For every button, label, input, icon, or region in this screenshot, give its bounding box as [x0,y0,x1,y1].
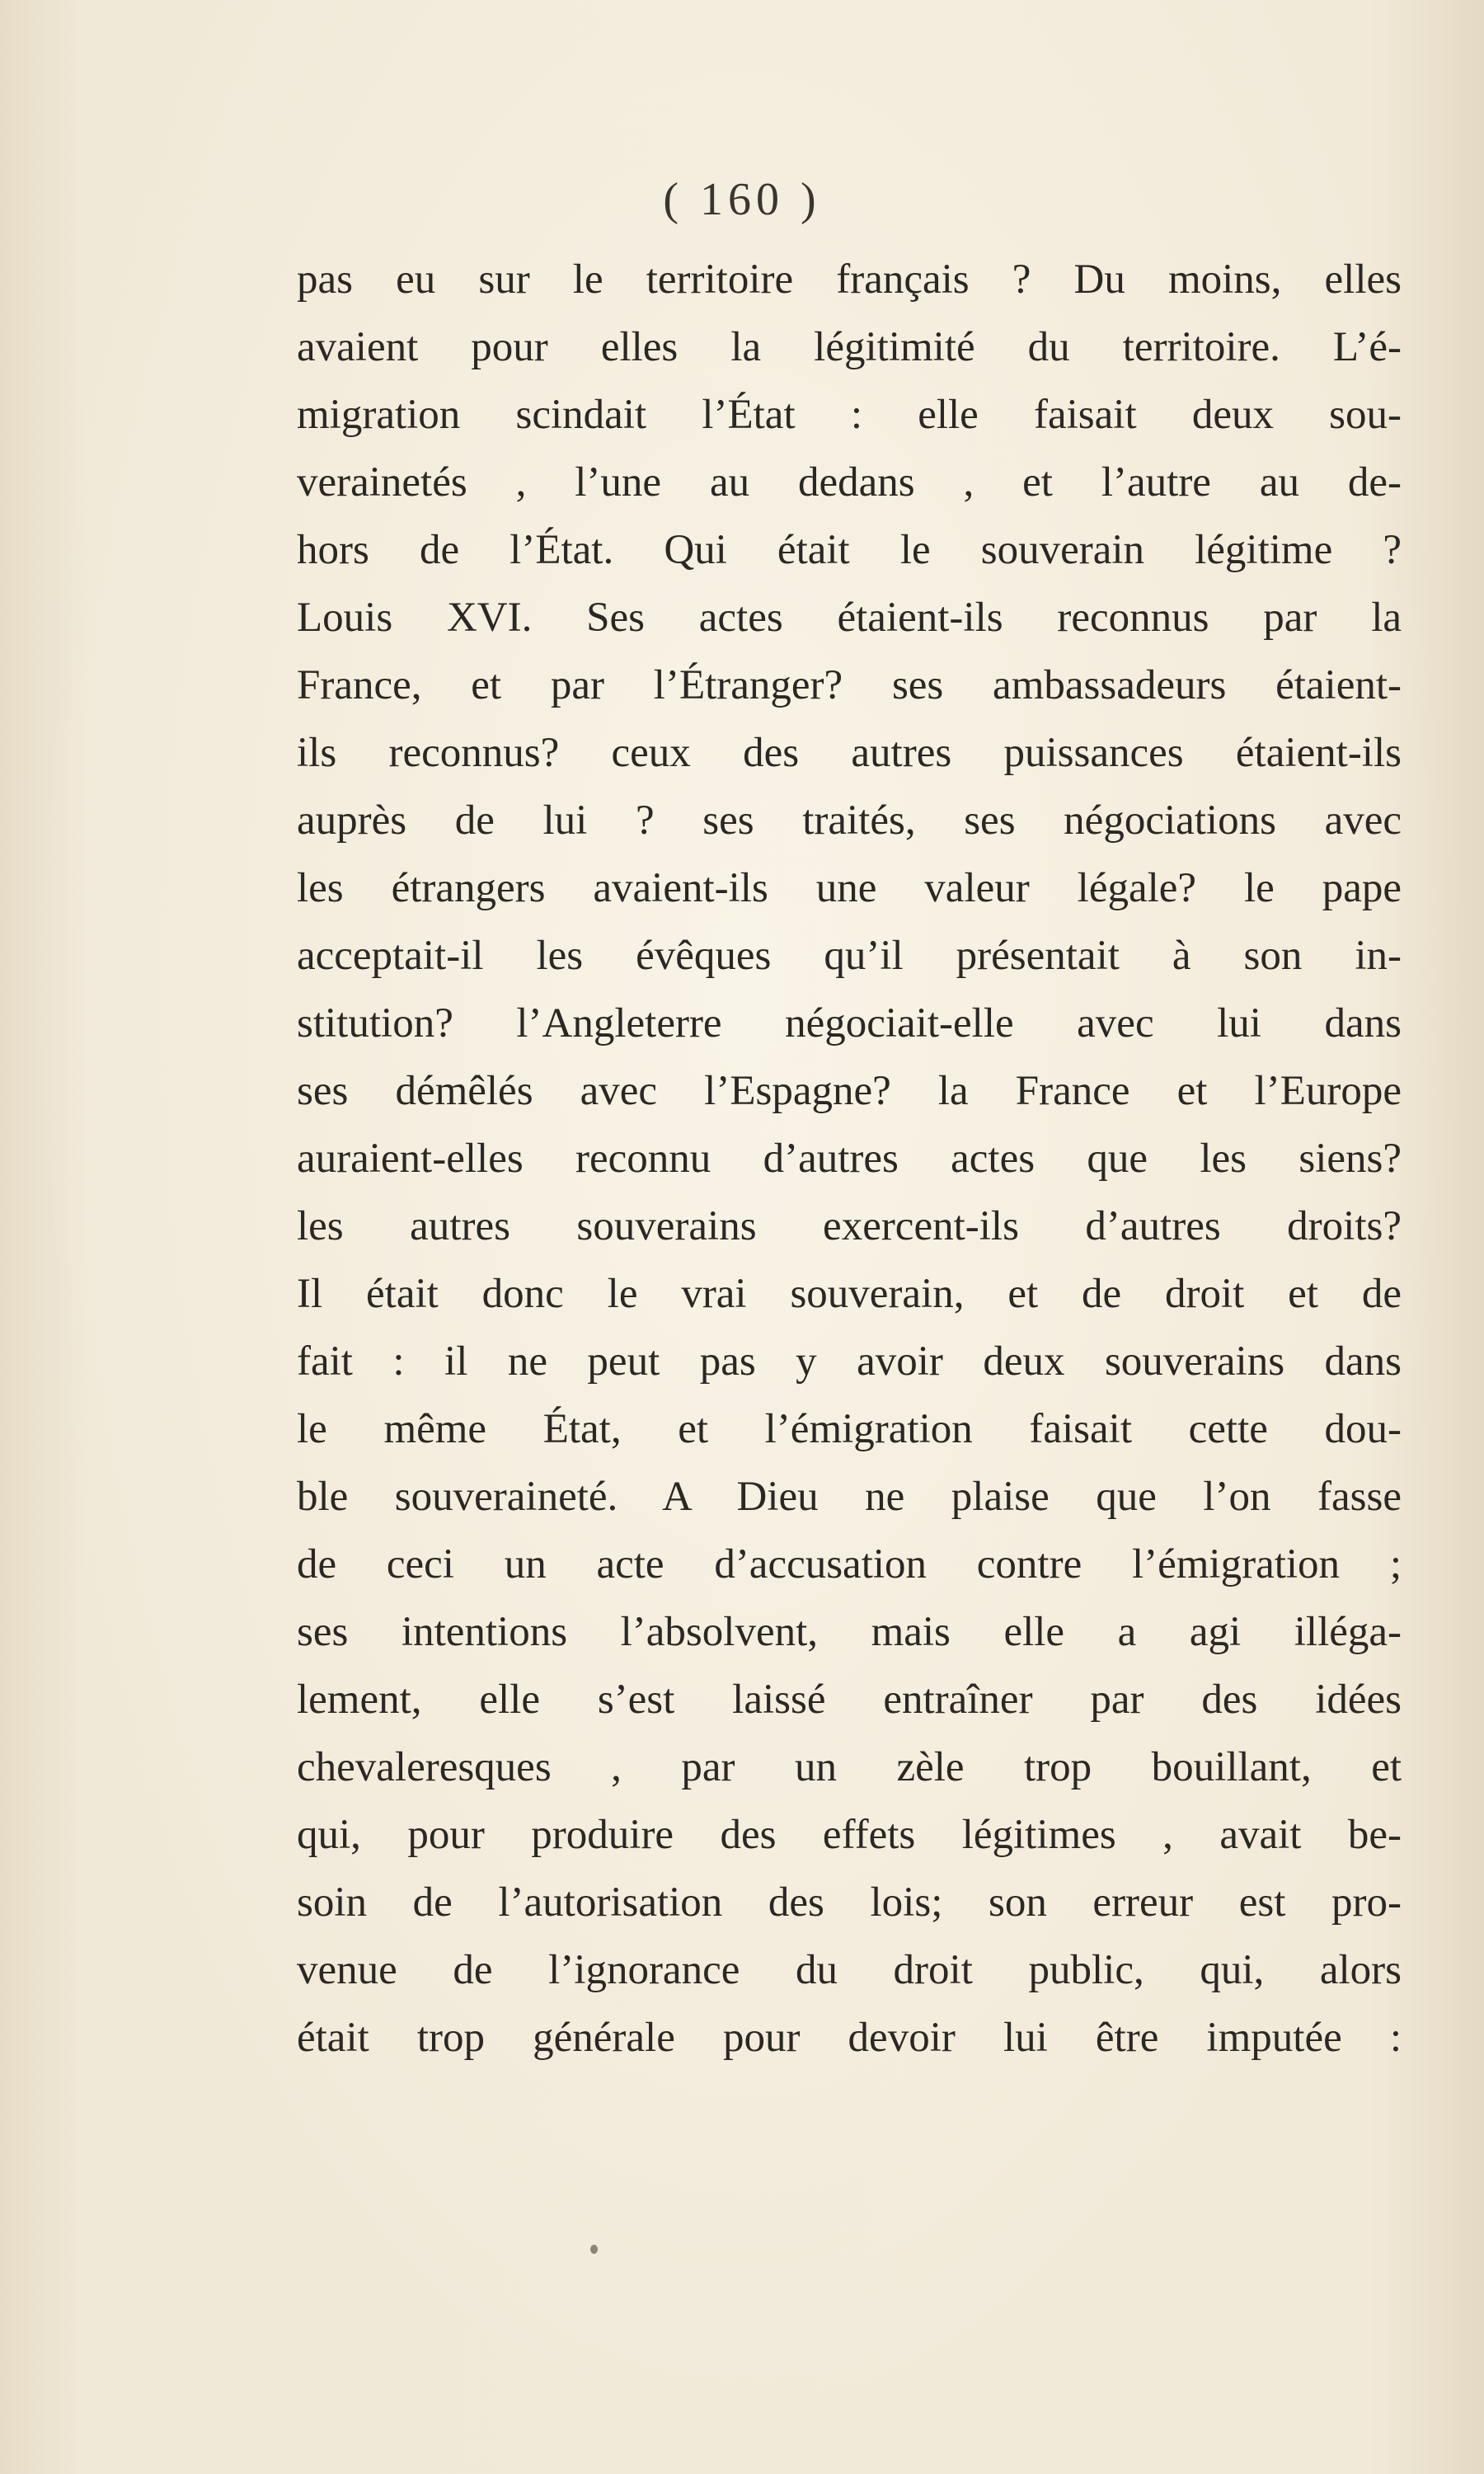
text-line: ses démêlés avec l’Espagne? la France et l’Europe [297,1068,1402,1114]
text-line: France, et par l’Étranger? ses ambassadeurs étaient- [297,662,1402,708]
text-line: Il était donc le vrai souverain, et de droit et de [297,1271,1402,1317]
text-line: chevaleresques , par un zèle trop bouillant, et [297,1744,1402,1790]
text-line: qui, pour produire des effets légitimes , avait be- [297,1812,1402,1858]
text-line: stitution? l’Angleterre négociait-elle avec lui dans [297,1000,1402,1047]
text-line: fait : il ne peut pas y avoir deux souverains dans [297,1338,1402,1385]
text-line: acceptait-il les évêques qu’il présentait à son in- [297,933,1402,979]
text-line: auprès de lui ? ses traités, ses négociations avec [297,797,1402,844]
text-line: Louis XVI. Ses actes étaient-ils reconnus par la [297,595,1402,641]
text-line: pas eu sur le territoire français ? Du moins, elles [297,256,1402,303]
text-line: était trop générale pour devoir lui être imputée : [297,2015,1402,2061]
body-text [297,246,1402,2072]
text-line: les étrangers avaient-ils une valeur légale? le pape [297,865,1402,911]
text-line: les autres souverains exercent-ils d’autres droits? [297,1203,1402,1249]
text-line: ble souveraineté. A Dieu ne plaise que l’on fasse [297,1474,1402,1520]
page-number: ( 160 ) [663,174,821,225]
text-line: verainetés , l’une au dedans , et l’autre au de- [297,459,1402,506]
text-line: hors de l’État. Qui était le souverain légitime ? [297,527,1402,573]
text-line: le même État, et l’émigration faisait cette dou- [297,1406,1402,1452]
text-line: ses intentions l’absolvent, mais elle a agi illéga- [297,1609,1402,1655]
text-line: lement, elle s’est laissé entraîner par des idées [297,1677,1402,1723]
text-line: venue de l’ignorance du droit public, qui, alors [297,1947,1402,1993]
text-line: soin de l’autorisation des lois; son erreur est pro- [297,1879,1402,1926]
text-line: auraient-elles reconnu d’autres actes que les siens? [297,1136,1402,1182]
text-line: de ceci un acte d’accusation contre l’émigration ; [297,1541,1402,1587]
paper-speck [590,2245,598,2254]
text-line: ils reconnus? ceux des autres puissances étaient-ils [297,730,1402,776]
text-line: avaient pour elles la légitimité du territoire. L’é- [297,324,1402,370]
text-line: migration scindait l’État : elle faisait deux sou- [297,392,1402,438]
